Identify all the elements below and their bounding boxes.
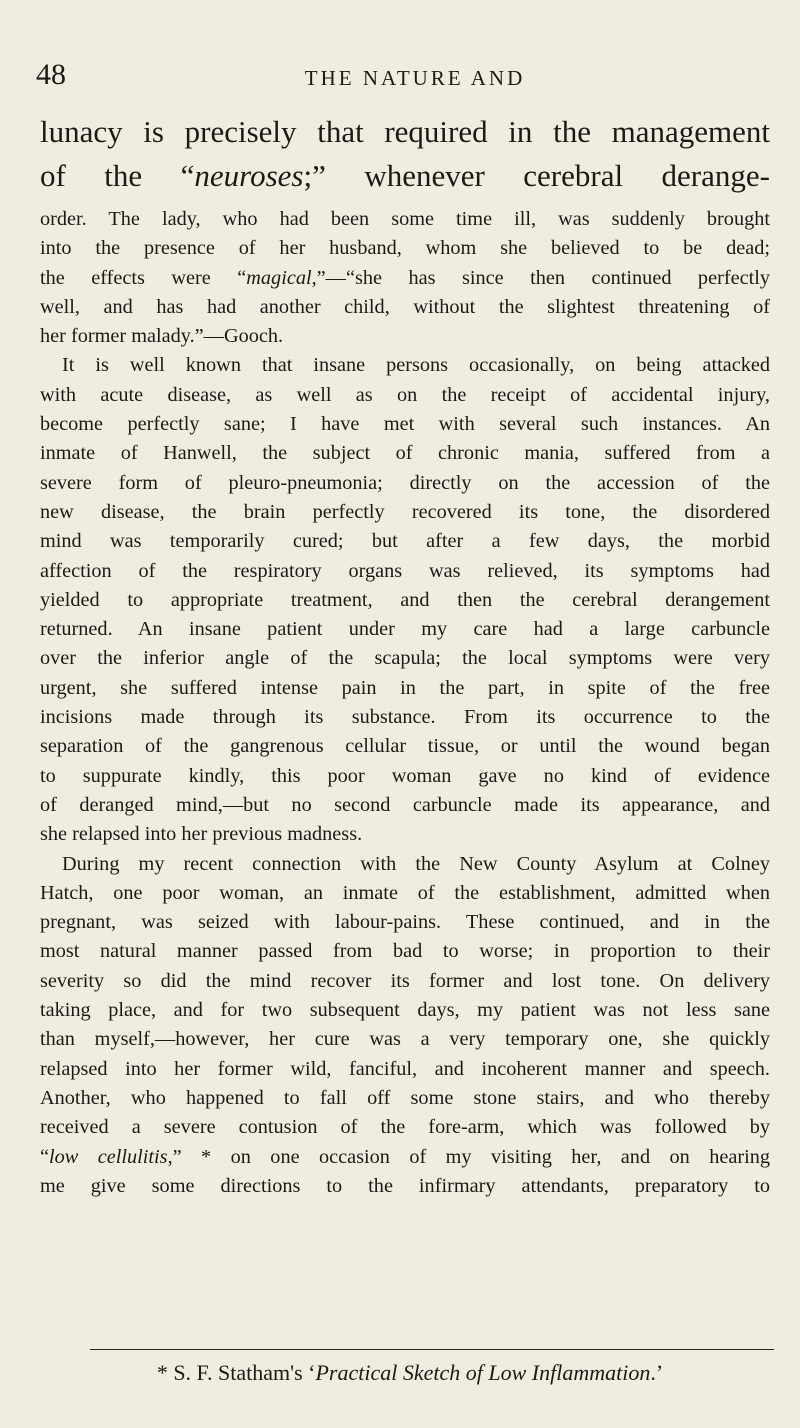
text-line: the effects were “magical,”—“she has since then continued perfectly [40,266,770,289]
text-line: It is well known that insane persons occasionally, on being attacked [62,354,770,377]
text-line: her former malady.”—Gooch. [40,325,284,348]
text-line: urgent, she suffered intense pain in the part, in spite of the free [40,676,770,699]
text-line: During my recent connection with the New County Asylum at Colney [62,852,770,875]
footnote: * S. F. Statham's ‘Practical Sketch of Low Inflammation.’ [156,1360,664,1385]
text-line: over the inferior angle of the scapula; the local symptoms were very [40,647,770,670]
text-line: separation of the gangrenous cellular tissue, or until the wound began [40,735,770,758]
continued-paragraph-large-type [40,110,770,198]
text-line: returned. An insane patient under my care had a large carbuncle [40,618,770,641]
running-title [0,64,800,92]
text-line: with acute disease, as well as on the receipt of accidental injury, [40,383,770,406]
text-line: than myself,—however, her cure was a very temporary one, she quickly [40,1028,770,1051]
running-title-text: THE NATURE AND [304,66,526,90]
text-line: incisions made through its substance. From its occurrence to the [40,706,770,729]
text-line: “low cellulitis,” * on one occasion of my visiting her, and on hearing [40,1145,770,1168]
text-line: Hatch, one poor woman, an inmate of the establishment, admitted when [40,881,770,904]
text-line: into the presence of her husband, whom she believed to be dead; [40,237,770,260]
text-line: new disease, the brain perfectly recovered its tone, the disordered [40,500,770,523]
text-line: received a severe contusion of the fore-arm, which was followed by [40,1116,770,1139]
text-line: taking place, and for two subsequent days, my patient was not less sane [40,999,770,1022]
text-line: lunacy is precisely that required in the management [40,114,770,149]
text-line: of deranged mind,—but no second carbuncle made its appearance, and [40,793,770,816]
text-line: to suppurate kindly, this poor woman gave no kind of evidence [40,764,770,787]
text-line: most natural manner passed from bad to worse; in proportion to their [40,940,770,963]
text-line: pregnant, was seized with labour-pains. These continued, and in the [40,911,770,934]
text-line: severity so did the mind recover its former and lost tone. On delivery [40,969,770,992]
text-line: mind was temporarily cured; but after a few days, the morbid [40,530,770,553]
text-line: severe form of pleuro-pneumonia; directly on the accession of the [40,471,770,494]
text-line: affection of the respiratory organs was relieved, its symptoms had [40,559,770,582]
text-line: become perfectly sane; I have met with several such instances. An [40,413,770,436]
running-head [0,58,800,98]
text-line: well, and has had another child, without the slightest threatening of [40,295,770,318]
page-number: 48 [36,58,66,91]
text-line: order. The lady, who had been some time ill, was suddenly brought [40,208,770,230]
text-line: Another, who happened to fall off some stone stairs, and who thereby [40,1086,770,1109]
body-text [40,205,770,1201]
text-line: yielded to appropriate treatment, and then the cerebral derangement [40,588,770,611]
text-line: me give some directions to the infirmary attendants, preparatory to [40,1174,770,1197]
footnote-rule [90,1349,774,1350]
text-line: of the “neuroses;” whenever cerebral derange- [40,158,770,193]
text-line: relapsed into her former wild, fanciful, and incoherent manner and speech. [40,1057,770,1080]
text-line: she relapsed into her previous madness. [40,823,363,846]
text-line: inmate of Hanwell, the subject of chronic mania, suffered from a [40,442,770,465]
